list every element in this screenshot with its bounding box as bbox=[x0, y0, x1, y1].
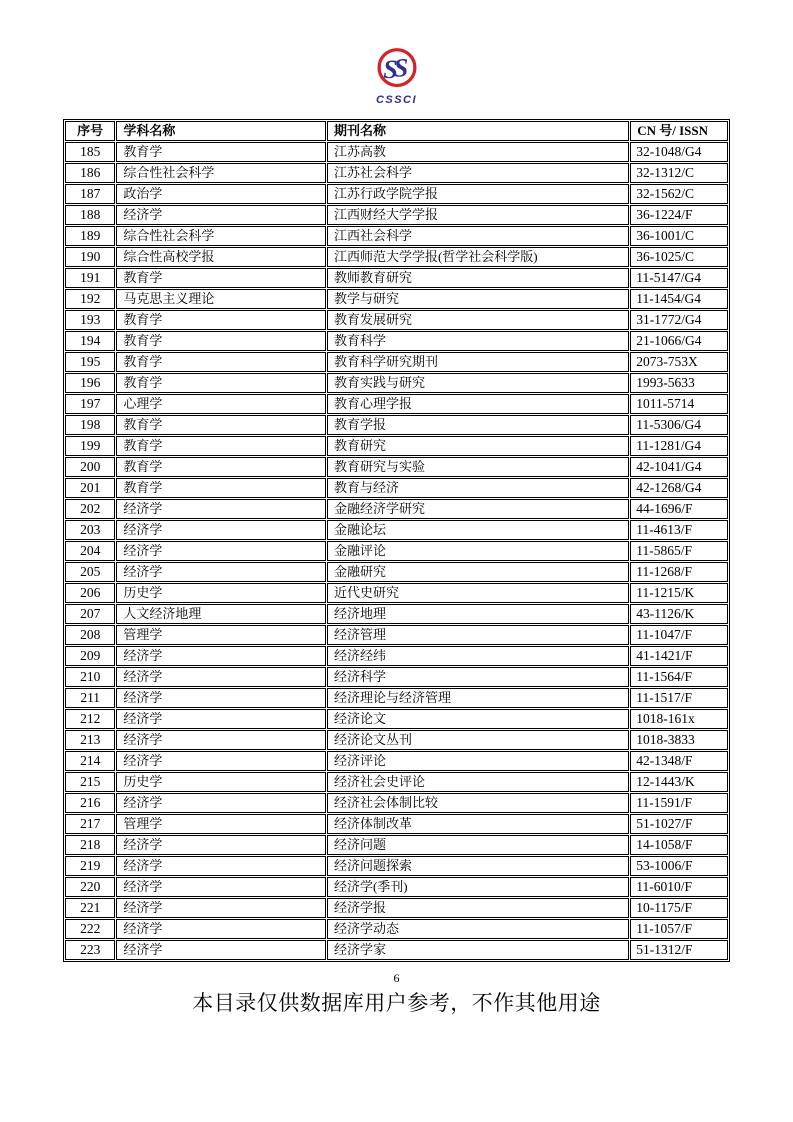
cell-journal: 教师教育研究 bbox=[327, 268, 629, 288]
cell-journal: 经济地理 bbox=[327, 604, 629, 624]
journal-table bbox=[63, 119, 730, 962]
cell-cn: 36-1025/C bbox=[630, 247, 728, 267]
cell-journal: 经济问题探索 bbox=[327, 856, 629, 876]
table-row bbox=[65, 751, 728, 771]
cell-discipline: 历史学 bbox=[116, 772, 326, 792]
cell-journal: 江苏社会科学 bbox=[327, 163, 629, 183]
table-row bbox=[65, 772, 728, 792]
table-row bbox=[65, 667, 728, 687]
cell-seq: 216 bbox=[65, 793, 115, 813]
cell-seq: 204 bbox=[65, 541, 115, 561]
column-header-seq: 序号 bbox=[65, 121, 115, 141]
cssci-logo-icon bbox=[371, 44, 423, 96]
cell-journal: 金融论坛 bbox=[327, 520, 629, 540]
table-row bbox=[65, 247, 728, 267]
cell-cn: 32-1562/C bbox=[630, 184, 728, 204]
cell-discipline: 经济学 bbox=[116, 646, 326, 666]
cssci-logo bbox=[0, 0, 793, 106]
cell-journal: 经济学家 bbox=[327, 940, 629, 960]
cell-cn: 11-1454/G4 bbox=[630, 289, 728, 309]
table-row bbox=[65, 877, 728, 897]
cell-journal: 江西师范大学学报(哲学社会科学版) bbox=[327, 247, 629, 267]
cell-cn: 2073-753X bbox=[630, 352, 728, 372]
cell-cn: 11-1591/F bbox=[630, 793, 728, 813]
cell-cn: 41-1421/F bbox=[630, 646, 728, 666]
cell-discipline: 经济学 bbox=[116, 562, 326, 582]
cell-journal: 江西社会科学 bbox=[327, 226, 629, 246]
table-row bbox=[65, 499, 728, 519]
cell-seq: 223 bbox=[65, 940, 115, 960]
cell-discipline: 历史学 bbox=[116, 583, 326, 603]
cell-discipline: 经济学 bbox=[116, 709, 326, 729]
cell-seq: 188 bbox=[65, 205, 115, 225]
cell-discipline: 经济学 bbox=[116, 793, 326, 813]
cell-journal: 教学与研究 bbox=[327, 289, 629, 309]
cell-seq: 202 bbox=[65, 499, 115, 519]
table-row bbox=[65, 646, 728, 666]
cell-journal: 经济论文 bbox=[327, 709, 629, 729]
cell-journal: 教育学报 bbox=[327, 415, 629, 435]
table-row bbox=[65, 604, 728, 624]
table-row bbox=[65, 520, 728, 540]
cell-seq: 218 bbox=[65, 835, 115, 855]
cell-journal: 教育发展研究 bbox=[327, 310, 629, 330]
table-header-row bbox=[65, 121, 728, 141]
cell-cn: 32-1312/C bbox=[630, 163, 728, 183]
cell-seq: 219 bbox=[65, 856, 115, 876]
cell-journal: 经济学动态 bbox=[327, 919, 629, 939]
cell-discipline: 经济学 bbox=[116, 835, 326, 855]
cell-journal: 金融研究 bbox=[327, 562, 629, 582]
cell-discipline: 教育学 bbox=[116, 436, 326, 456]
cell-discipline: 经济学 bbox=[116, 940, 326, 960]
table-row bbox=[65, 583, 728, 603]
cell-journal: 近代史研究 bbox=[327, 583, 629, 603]
table-row bbox=[65, 562, 728, 582]
cell-seq: 185 bbox=[65, 142, 115, 162]
cell-discipline: 教育学 bbox=[116, 457, 326, 477]
cell-cn: 11-1564/F bbox=[630, 667, 728, 687]
cell-discipline: 经济学 bbox=[116, 667, 326, 687]
cell-seq: 194 bbox=[65, 331, 115, 351]
cell-seq: 201 bbox=[65, 478, 115, 498]
cell-seq: 221 bbox=[65, 898, 115, 918]
cell-seq: 192 bbox=[65, 289, 115, 309]
cell-cn: 11-1268/F bbox=[630, 562, 728, 582]
logo-monogram-s2: S bbox=[393, 53, 408, 83]
cell-seq: 203 bbox=[65, 520, 115, 540]
cell-seq: 213 bbox=[65, 730, 115, 750]
cell-journal: 经济社会体制比较 bbox=[327, 793, 629, 813]
table-row bbox=[65, 457, 728, 477]
cell-discipline: 人文经济地理 bbox=[116, 604, 326, 624]
cell-discipline: 经济学 bbox=[116, 205, 326, 225]
cell-discipline: 经济学 bbox=[116, 751, 326, 771]
table-row bbox=[65, 940, 728, 960]
cell-cn: 1018-161x bbox=[630, 709, 728, 729]
cell-discipline: 经济学 bbox=[116, 898, 326, 918]
cell-journal: 教育与经济 bbox=[327, 478, 629, 498]
cell-cn: 11-1057/F bbox=[630, 919, 728, 939]
cell-discipline: 教育学 bbox=[116, 352, 326, 372]
cell-discipline: 教育学 bbox=[116, 268, 326, 288]
cell-seq: 214 bbox=[65, 751, 115, 771]
cell-discipline: 经济学 bbox=[116, 688, 326, 708]
cell-cn: 11-1215/K bbox=[630, 583, 728, 603]
cell-cn: 42-1348/F bbox=[630, 751, 728, 771]
cell-cn: 44-1696/F bbox=[630, 499, 728, 519]
cell-cn: 31-1772/G4 bbox=[630, 310, 728, 330]
cell-cn: 1018-3833 bbox=[630, 730, 728, 750]
cell-discipline: 政治学 bbox=[116, 184, 326, 204]
logo-label: CSSCI bbox=[375, 94, 418, 106]
cell-discipline: 教育学 bbox=[116, 478, 326, 498]
cell-seq: 189 bbox=[65, 226, 115, 246]
cell-seq: 190 bbox=[65, 247, 115, 267]
cell-discipline: 综合性社会科学 bbox=[116, 226, 326, 246]
cell-seq: 196 bbox=[65, 373, 115, 393]
cell-cn: 42-1041/G4 bbox=[630, 457, 728, 477]
cell-cn: 10-1175/F bbox=[630, 898, 728, 918]
cell-seq: 197 bbox=[65, 394, 115, 414]
cell-discipline: 教育学 bbox=[116, 142, 326, 162]
cell-seq: 207 bbox=[65, 604, 115, 624]
cell-cn: 11-5306/G4 bbox=[630, 415, 728, 435]
cell-seq: 215 bbox=[65, 772, 115, 792]
cell-journal: 经济问题 bbox=[327, 835, 629, 855]
column-header-cn-issn: CN 号/ ISSN bbox=[630, 121, 728, 141]
cell-seq: 187 bbox=[65, 184, 115, 204]
cell-journal: 经济经纬 bbox=[327, 646, 629, 666]
table-row bbox=[65, 394, 728, 414]
cell-seq: 198 bbox=[65, 415, 115, 435]
cell-cn: 11-4613/F bbox=[630, 520, 728, 540]
cell-seq: 220 bbox=[65, 877, 115, 897]
cell-seq: 193 bbox=[65, 310, 115, 330]
table-row bbox=[65, 352, 728, 372]
cell-journal: 教育心理学报 bbox=[327, 394, 629, 414]
cell-discipline: 经济学 bbox=[116, 877, 326, 897]
cell-cn: 11-1047/F bbox=[630, 625, 728, 645]
table-row bbox=[65, 898, 728, 918]
cell-discipline: 经济学 bbox=[116, 499, 326, 519]
table-row bbox=[65, 625, 728, 645]
cell-journal: 经济体制改革 bbox=[327, 814, 629, 834]
table-row bbox=[65, 793, 728, 813]
column-header-journal: 期刊名称 bbox=[327, 121, 629, 141]
cell-cn: 1993-5633 bbox=[630, 373, 728, 393]
cell-cn: 11-1281/G4 bbox=[630, 436, 728, 456]
cell-seq: 209 bbox=[65, 646, 115, 666]
cell-discipline: 教育学 bbox=[116, 373, 326, 393]
column-header-discipline: 学科名称 bbox=[116, 121, 326, 141]
table-row bbox=[65, 205, 728, 225]
table-row bbox=[65, 709, 728, 729]
cell-cn: 21-1066/G4 bbox=[630, 331, 728, 351]
cell-discipline: 综合性高校学报 bbox=[116, 247, 326, 267]
cell-discipline: 教育学 bbox=[116, 331, 326, 351]
table-row bbox=[65, 856, 728, 876]
cell-journal: 教育实践与研究 bbox=[327, 373, 629, 393]
footer-note: 本目录仅供数据库用户参考，不作其他用途 bbox=[192, 991, 601, 1015]
cell-discipline: 心理学 bbox=[116, 394, 326, 414]
cell-journal: 江西财经大学学报 bbox=[327, 205, 629, 225]
table-row bbox=[65, 184, 728, 204]
cell-discipline: 经济学 bbox=[116, 856, 326, 876]
table-row bbox=[65, 478, 728, 498]
cell-cn: 11-6010/F bbox=[630, 877, 728, 897]
cell-seq: 195 bbox=[65, 352, 115, 372]
cell-cn: 11-1517/F bbox=[630, 688, 728, 708]
table-row bbox=[65, 331, 728, 351]
cell-seq: 200 bbox=[65, 457, 115, 477]
cell-discipline: 教育学 bbox=[116, 310, 326, 330]
cell-discipline: 综合性社会科学 bbox=[116, 163, 326, 183]
table-row bbox=[65, 814, 728, 834]
cell-journal: 经济管理 bbox=[327, 625, 629, 645]
table-row bbox=[65, 919, 728, 939]
cell-seq: 211 bbox=[65, 688, 115, 708]
cell-cn: 42-1268/G4 bbox=[630, 478, 728, 498]
table-row bbox=[65, 835, 728, 855]
table-row bbox=[65, 688, 728, 708]
cell-journal: 经济学报 bbox=[327, 898, 629, 918]
table-row bbox=[65, 163, 728, 183]
cell-seq: 212 bbox=[65, 709, 115, 729]
cell-discipline: 管理学 bbox=[116, 625, 326, 645]
cell-journal: 金融经济学研究 bbox=[327, 499, 629, 519]
table-row bbox=[65, 289, 728, 309]
cell-seq: 206 bbox=[65, 583, 115, 603]
cell-cn: 32-1048/G4 bbox=[630, 142, 728, 162]
cell-journal: 金融评论 bbox=[327, 541, 629, 561]
cell-cn: 36-1001/C bbox=[630, 226, 728, 246]
cell-cn: 11-5865/F bbox=[630, 541, 728, 561]
cell-seq: 199 bbox=[65, 436, 115, 456]
cell-journal: 教育研究 bbox=[327, 436, 629, 456]
cell-seq: 186 bbox=[65, 163, 115, 183]
table-row bbox=[65, 730, 728, 750]
cell-discipline: 经济学 bbox=[116, 520, 326, 540]
table-row bbox=[65, 142, 728, 162]
cell-cn: 36-1224/F bbox=[630, 205, 728, 225]
cell-cn: 51-1312/F bbox=[630, 940, 728, 960]
cell-cn: 43-1126/K bbox=[630, 604, 728, 624]
cell-discipline: 经济学 bbox=[116, 541, 326, 561]
cell-cn: 1011-5714 bbox=[630, 394, 728, 414]
cell-journal: 教育研究与实验 bbox=[327, 457, 629, 477]
cell-journal: 教育科学 bbox=[327, 331, 629, 351]
cell-journal: 经济评论 bbox=[327, 751, 629, 771]
cell-journal: 江苏高教 bbox=[327, 142, 629, 162]
cell-seq: 205 bbox=[65, 562, 115, 582]
cell-seq: 222 bbox=[65, 919, 115, 939]
cell-discipline: 管理学 bbox=[116, 814, 326, 834]
cell-journal: 经济科学 bbox=[327, 667, 629, 687]
logo-monogram-s1: S bbox=[382, 55, 398, 85]
cell-seq: 208 bbox=[65, 625, 115, 645]
cell-cn: 53-1006/F bbox=[630, 856, 728, 876]
table-row bbox=[65, 541, 728, 561]
cell-discipline: 马克思主义理论 bbox=[116, 289, 326, 309]
table-row bbox=[65, 310, 728, 330]
cell-journal: 经济社会史评论 bbox=[327, 772, 629, 792]
journal-table-body bbox=[65, 142, 728, 960]
table-row bbox=[65, 436, 728, 456]
table-row bbox=[65, 226, 728, 246]
table-row bbox=[65, 268, 728, 288]
table-row bbox=[65, 415, 728, 435]
cell-cn: 51-1027/F bbox=[630, 814, 728, 834]
cell-seq: 217 bbox=[65, 814, 115, 834]
cell-seq: 191 bbox=[65, 268, 115, 288]
table-row bbox=[65, 373, 728, 393]
page-number: 6 bbox=[393, 971, 400, 985]
cell-journal: 教育科学研究期刊 bbox=[327, 352, 629, 372]
cell-cn: 14-1058/F bbox=[630, 835, 728, 855]
cell-journal: 经济论文丛刊 bbox=[327, 730, 629, 750]
cell-cn: 12-1443/K bbox=[630, 772, 728, 792]
cell-journal: 经济理论与经济管理 bbox=[327, 688, 629, 708]
cell-discipline: 经济学 bbox=[116, 919, 326, 939]
cell-discipline: 经济学 bbox=[116, 730, 326, 750]
cell-seq: 210 bbox=[65, 667, 115, 687]
cell-journal: 江苏行政学院学报 bbox=[327, 184, 629, 204]
cell-journal: 经济学(季刊) bbox=[327, 877, 629, 897]
cell-discipline: 教育学 bbox=[116, 415, 326, 435]
cell-cn: 11-5147/G4 bbox=[630, 268, 728, 288]
